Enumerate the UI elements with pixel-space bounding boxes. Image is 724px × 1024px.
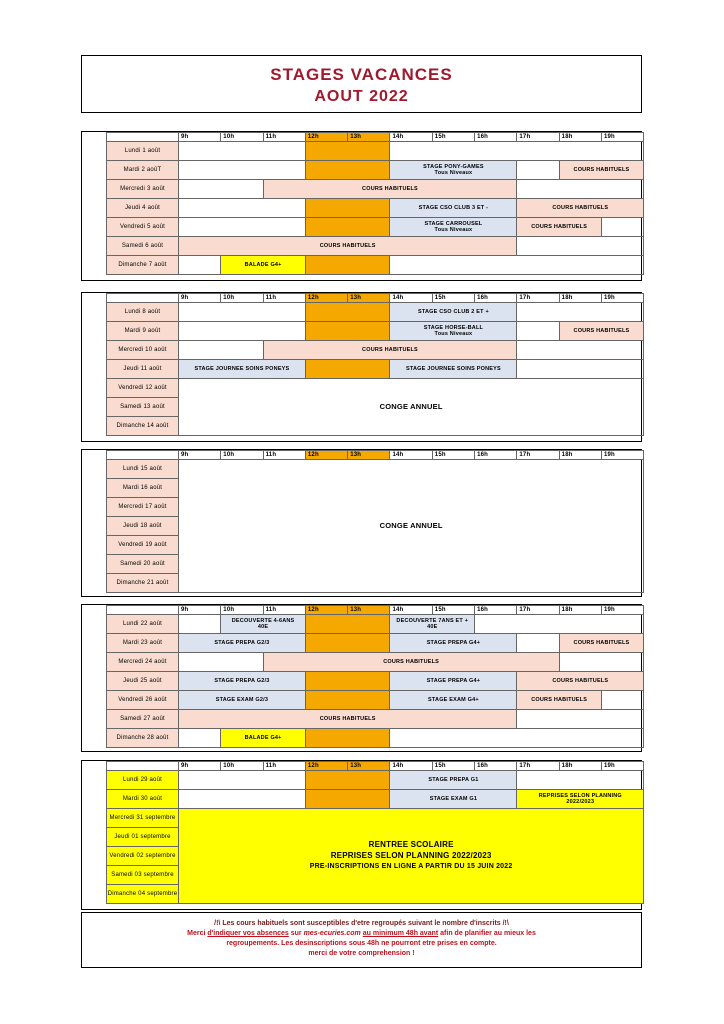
empty-slot <box>179 303 306 322</box>
empty-slot <box>179 790 306 809</box>
event-subtitle: Tous Niveaux <box>434 331 473 337</box>
hour-label: 19h <box>601 606 643 615</box>
empty-slot <box>179 341 264 360</box>
rentree-line2: REPRISES SELON PLANNING 2022/2023 <box>330 851 492 861</box>
event-title: STAGE PREPA G2/3 <box>214 639 270 646</box>
hours-header <box>107 606 644 615</box>
event-title: STAGE PREPA G1 <box>428 776 479 783</box>
empty-slot <box>179 218 306 237</box>
day-row <box>107 691 644 710</box>
day-label: Lundi 29 août <box>107 771 179 790</box>
day-label: Dimanche 28 août <box>107 729 179 748</box>
day-label: Dimanche 14 août <box>107 417 179 436</box>
empty-slot <box>179 142 306 161</box>
schedule-event <box>390 790 517 809</box>
empty-slot <box>390 256 644 275</box>
day-label: Mardi 2 aoûT <box>107 161 179 180</box>
hour-label: 17h <box>517 133 559 142</box>
hour-label: 11h <box>263 762 305 771</box>
lunch-slot <box>305 729 390 748</box>
hour-label: 12h <box>305 133 347 142</box>
day-label: Lundi 8 août <box>107 303 179 322</box>
lunch-slot <box>305 303 390 322</box>
hour-label: 9h <box>179 133 221 142</box>
day-label: Lundi 22 août <box>107 615 179 634</box>
day-label: Mardi 23 août <box>107 634 179 653</box>
hour-label: 10h <box>221 451 263 460</box>
day-row <box>107 460 644 479</box>
day-label: Jeudi 01 septembre <box>107 828 179 847</box>
hour-label: 11h <box>263 294 305 303</box>
schedule-event <box>263 341 517 360</box>
empty-slot <box>179 199 306 218</box>
week-block <box>81 292 642 442</box>
day-row <box>107 790 644 809</box>
day-row <box>107 672 644 691</box>
event-title: DECOUVERTE 7ANS ET + <box>396 617 469 624</box>
hour-label: 15h <box>432 294 474 303</box>
schedule-event <box>221 615 306 634</box>
page-title: STAGES VACANCES <box>270 65 453 84</box>
hour-label: 13h <box>348 133 390 142</box>
event-title: STAGE PREPA G4+ <box>426 639 481 646</box>
lunch-slot <box>305 771 390 790</box>
day-row <box>107 771 644 790</box>
event-title: STAGE CARROUSEL <box>424 220 483 227</box>
schedule-event <box>221 256 306 275</box>
schedule-event <box>263 180 517 199</box>
schedule-event <box>390 303 517 322</box>
day-label: Dimanche 04 septembre <box>107 885 179 904</box>
lunch-slot <box>305 790 390 809</box>
event-subtitle: 40E <box>427 624 438 630</box>
day-label: Mardi 30 août <box>107 790 179 809</box>
lunch-slot <box>305 161 390 180</box>
day-row <box>107 180 644 199</box>
empty-slot <box>517 634 559 653</box>
hour-label: 11h <box>263 133 305 142</box>
event-subtitle: 2022/2023 <box>566 799 595 805</box>
hours-header <box>107 294 644 303</box>
hour-label: 9h <box>179 451 221 460</box>
schedule-event <box>390 691 517 710</box>
event-title: STAGE JOURNEE SOINS PONEYS <box>405 365 501 372</box>
footer-line-1: /!\ Les cours habituels sont susceptibles d'etre regroupés suivant le nombre d'inscrits /!\ <box>214 920 509 927</box>
rentree-block <box>179 809 644 904</box>
day-label: Mardi 9 août <box>107 322 179 341</box>
hour-label: 13h <box>348 606 390 615</box>
day-label: Mercredi 10 août <box>107 341 179 360</box>
event-title: COURS HABITUELS <box>552 204 609 211</box>
header-corner <box>107 762 179 771</box>
footer-site-link[interactable]: mes-ecuries.com <box>303 930 361 938</box>
lunch-slot <box>305 672 390 691</box>
day-label: Lundi 1 août <box>107 142 179 161</box>
hour-label: 10h <box>221 762 263 771</box>
event-title: COURS HABITUELS <box>362 346 418 353</box>
day-label: Jeudi 25 août <box>107 672 179 691</box>
closure-block <box>179 379 644 436</box>
hour-label: 18h <box>559 606 601 615</box>
hour-label: 11h <box>263 451 305 460</box>
event-title: STAGE HORSE-BALL <box>423 324 484 331</box>
lunch-slot <box>305 634 390 653</box>
day-label: Dimanche 7 août <box>107 256 179 275</box>
event-title: COURS HABITUELS <box>531 696 588 703</box>
lunch-slot <box>305 360 390 379</box>
day-label: Vendredi 5 août <box>107 218 179 237</box>
schedule-event <box>390 360 517 379</box>
empty-slot <box>179 322 306 341</box>
lunch-slot <box>305 691 390 710</box>
rentree-line3: PRE-INSCRIPTIONS EN LIGNE A PARTIR DU 15 JUIN 2022 <box>309 863 513 871</box>
schedule-event <box>390 634 517 653</box>
empty-slot <box>179 180 264 199</box>
event-title: CONGE ANNUEL <box>379 520 443 530</box>
event-title: BALADE G4+ <box>244 261 282 268</box>
week-block <box>81 131 642 281</box>
schedule-event <box>221 729 306 748</box>
hour-label: 14h <box>390 451 432 460</box>
hour-label: 9h <box>179 294 221 303</box>
day-label: Mercredi 17 août <box>107 498 179 517</box>
footer-notice <box>81 912 642 968</box>
hour-label: 17h <box>517 762 559 771</box>
schedule-event <box>559 322 644 341</box>
event-title: STAGE CSO CLUB 2 ET + <box>417 308 489 315</box>
hour-label: 15h <box>432 451 474 460</box>
schedule-event <box>390 218 517 237</box>
hours-header <box>107 762 644 771</box>
hour-label: 17h <box>517 606 559 615</box>
lunch-slot <box>305 615 390 634</box>
empty-slot <box>390 142 644 161</box>
empty-slot <box>517 180 644 199</box>
hour-label: 14h <box>390 133 432 142</box>
day-row <box>107 142 644 161</box>
header-corner <box>107 133 179 142</box>
week-block <box>81 604 642 752</box>
schedule-event <box>263 653 559 672</box>
hour-label: 16h <box>475 451 517 460</box>
lunch-slot <box>305 142 390 161</box>
event-title: COURS HABITUELS <box>531 223 588 230</box>
schedule-event <box>390 771 517 790</box>
hour-label: 10h <box>221 606 263 615</box>
schedule-event <box>179 710 517 729</box>
day-row <box>107 653 644 672</box>
empty-slot <box>517 161 559 180</box>
day-label: Samedi 6 août <box>107 237 179 256</box>
schedule-event <box>390 199 517 218</box>
event-title: STAGE CSO CLUB 3 ET - <box>418 204 489 211</box>
day-row <box>107 199 644 218</box>
hour-label: 18h <box>559 451 601 460</box>
day-row <box>107 341 644 360</box>
page-subtitle: AOUT 2022 <box>314 88 409 105</box>
empty-slot <box>517 341 644 360</box>
hour-label: 13h <box>348 762 390 771</box>
event-subtitle: Tous Niveaux <box>434 170 473 176</box>
day-row <box>107 322 644 341</box>
hour-label: 17h <box>517 451 559 460</box>
schedule-event <box>517 218 602 237</box>
event-title: COURS HABITUELS <box>573 327 630 334</box>
event-title: STAGE EXAM G4+ <box>428 696 479 703</box>
day-row <box>107 256 644 275</box>
day-label: Mercredi 3 août <box>107 180 179 199</box>
hour-label: 19h <box>601 133 643 142</box>
hour-label: 12h <box>305 606 347 615</box>
event-title: BALADE G4+ <box>244 734 282 741</box>
event-subtitle: Tous Niveaux <box>434 227 473 233</box>
day-row <box>107 218 644 237</box>
hour-label: 18h <box>559 133 601 142</box>
day-row <box>107 379 644 398</box>
event-title: STAGE PONY-GAMES <box>423 163 484 170</box>
hour-label: 10h <box>221 133 263 142</box>
week-table <box>106 132 644 275</box>
schedule-event <box>390 615 475 634</box>
rentree-line1: RENTREE SCOLAIRE <box>368 840 454 850</box>
hour-label: 15h <box>432 606 474 615</box>
event-title: REPRISES SELON PLANNING <box>538 792 622 799</box>
schedule-event <box>179 237 517 256</box>
hour-label: 16h <box>475 762 517 771</box>
hour-label: 12h <box>305 451 347 460</box>
day-label: Mercredi 24 août <box>107 653 179 672</box>
day-label: Lundi 15 août <box>107 460 179 479</box>
empty-slot <box>475 615 644 634</box>
schedule-event <box>559 161 644 180</box>
schedule-event <box>179 634 306 653</box>
hour-label: 15h <box>432 133 474 142</box>
day-row <box>107 237 644 256</box>
day-row <box>107 634 644 653</box>
header-corner <box>107 606 179 615</box>
week-table <box>106 450 644 593</box>
empty-slot <box>179 615 221 634</box>
event-title: COURS HABITUELS <box>319 715 376 722</box>
day-label: Jeudi 4 août <box>107 199 179 218</box>
hours-header <box>107 133 644 142</box>
hour-label: 9h <box>179 762 221 771</box>
hour-label: 18h <box>559 762 601 771</box>
week-block <box>81 760 642 910</box>
day-label: Jeudi 18 août <box>107 517 179 536</box>
day-row <box>107 615 644 634</box>
schedule-event <box>179 672 306 691</box>
day-label: Jeudi 11 août <box>107 360 179 379</box>
hour-label: 12h <box>305 294 347 303</box>
hour-label: 19h <box>601 294 643 303</box>
day-label: Vendredi 02 septembre <box>107 847 179 866</box>
day-label: Dimanche 21 août <box>107 574 179 593</box>
hour-label: 19h <box>601 451 643 460</box>
empty-slot <box>179 256 221 275</box>
day-row <box>107 710 644 729</box>
event-title: STAGE EXAM G2/3 <box>215 696 269 703</box>
day-label: Vendredi 19 août <box>107 536 179 555</box>
schedule-event <box>390 322 517 341</box>
hour-label: 19h <box>601 762 643 771</box>
schedule-event <box>517 672 644 691</box>
empty-slot <box>601 691 643 710</box>
event-title: STAGE JOURNEE SOINS PONEYS <box>194 365 290 372</box>
hour-label: 17h <box>517 294 559 303</box>
hour-label: 14h <box>390 294 432 303</box>
hour-label: 15h <box>432 762 474 771</box>
lunch-slot <box>305 322 390 341</box>
hours-header <box>107 451 644 460</box>
empty-slot <box>179 653 264 672</box>
hour-label: 10h <box>221 294 263 303</box>
event-title: COURS HABITUELS <box>319 242 376 249</box>
schedule-event <box>517 691 602 710</box>
footer-line-4: merci de votre comprehension ! <box>308 950 415 958</box>
hour-label: 9h <box>179 606 221 615</box>
closure-block <box>179 460 644 593</box>
week-table <box>106 605 644 748</box>
lunch-slot <box>305 256 390 275</box>
event-title: COURS HABITUELS <box>573 639 630 646</box>
day-label: Mardi 16 août <box>107 479 179 498</box>
event-title: COURS HABITUELS <box>383 658 440 665</box>
footer-line-2: Merci d'indiquer vos absences sur mes-ecuries.com au minimum 48h avant afin de planifier au mieux les <box>187 930 536 938</box>
day-label: Samedi 20 août <box>107 555 179 574</box>
event-title: DECOUVERTE 4-6ANS <box>231 617 295 624</box>
empty-slot <box>179 729 221 748</box>
hour-label: 16h <box>475 606 517 615</box>
hour-label: 13h <box>348 294 390 303</box>
schedule-event <box>390 161 517 180</box>
schedule-event <box>517 199 644 218</box>
header-corner <box>107 451 179 460</box>
event-title: CONGE ANNUEL <box>379 401 443 411</box>
empty-slot <box>517 303 644 322</box>
day-label: Vendredi 26 août <box>107 691 179 710</box>
event-title: STAGE PREPA G2/3 <box>214 677 270 684</box>
schedule-event <box>179 360 306 379</box>
event-title: STAGE EXAM G1 <box>429 795 478 802</box>
event-title: COURS HABITUELS <box>362 185 418 192</box>
hour-label: 14h <box>390 606 432 615</box>
day-row <box>107 161 644 180</box>
day-row <box>107 729 644 748</box>
week-block <box>81 449 642 597</box>
hour-label: 11h <box>263 606 305 615</box>
lunch-slot <box>305 218 390 237</box>
hour-label: 16h <box>475 133 517 142</box>
hour-label: 13h <box>348 451 390 460</box>
week-table <box>106 761 644 904</box>
empty-slot <box>517 237 644 256</box>
empty-slot <box>517 771 644 790</box>
schedule-event <box>179 691 306 710</box>
day-label: Mercredi 31 septembre <box>107 809 179 828</box>
day-row <box>107 303 644 322</box>
empty-slot <box>601 218 643 237</box>
footer-line-3: regroupements. Les desinscriptions sous 48h ne pourront etre prises en compte. <box>226 940 497 948</box>
day-label: Vendredi 12 août <box>107 379 179 398</box>
event-title: STAGE PREPA G4+ <box>426 677 481 684</box>
empty-slot <box>179 161 306 180</box>
day-label: Samedi 27 août <box>107 710 179 729</box>
footer-absences: d'indiquer vos absences <box>207 930 289 938</box>
event-title: COURS HABITUELS <box>552 677 609 684</box>
empty-slot <box>517 322 559 341</box>
title-box <box>81 55 642 113</box>
hour-label: 12h <box>305 762 347 771</box>
day-row <box>107 809 644 828</box>
header-corner <box>107 294 179 303</box>
empty-slot <box>179 771 306 790</box>
hour-label: 14h <box>390 762 432 771</box>
event-subtitle: 40E <box>257 624 269 630</box>
empty-slot <box>517 360 644 379</box>
hour-label: 18h <box>559 294 601 303</box>
day-label: Samedi 13 août <box>107 398 179 417</box>
empty-slot <box>559 653 644 672</box>
hour-label: 16h <box>475 294 517 303</box>
empty-slot <box>517 710 644 729</box>
day-row <box>107 360 644 379</box>
schedule-event <box>390 672 517 691</box>
empty-slot <box>390 729 644 748</box>
day-label: Samedi 03 septembre <box>107 866 179 885</box>
schedule-event <box>559 634 644 653</box>
schedule-event <box>517 790 644 809</box>
week-table <box>106 293 644 436</box>
lunch-slot <box>305 199 390 218</box>
event-title: COURS HABITUELS <box>573 166 630 173</box>
footer-delay: au minimum 48h avant <box>362 930 439 938</box>
